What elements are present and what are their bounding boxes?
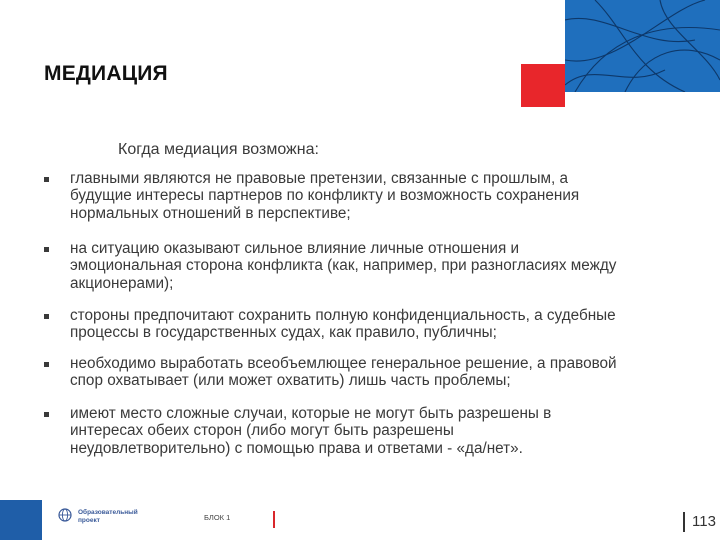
list-item-text bbox=[70, 307, 690, 342]
bullet-icon bbox=[44, 177, 49, 182]
list-item-line: будущие интересы партнеров по конфликту и возможность сохранения bbox=[70, 187, 580, 205]
globe-logo-icon bbox=[58, 508, 72, 522]
list-item-text bbox=[70, 170, 690, 222]
list-item-line: стороны предпочитают сохранить полную конфиденциальность, а судебные bbox=[70, 307, 616, 324]
list-item-line: процессы в государственных судах, как правило, публичны; bbox=[70, 324, 497, 342]
logo-text bbox=[78, 509, 168, 525]
page-number: 113 bbox=[692, 513, 716, 530]
decorative-blue-pattern bbox=[565, 0, 720, 92]
list-item-line: необходимо выработать всеобъемлющее генеральное решение, а правовой bbox=[70, 355, 617, 372]
list-item-line: акционерами); bbox=[70, 274, 174, 292]
list-item-text bbox=[70, 405, 690, 457]
list-item-line: спор охватывает (или может охватить) лишь часть проблемы; bbox=[70, 372, 511, 390]
list-item-line: интересах обеих сторон (либо могут быть разрешены bbox=[70, 422, 454, 440]
block-label: БЛОК 1 bbox=[204, 513, 231, 522]
bullet-icon bbox=[44, 314, 49, 319]
logo-line: проект bbox=[78, 517, 100, 524]
bullet-icon bbox=[44, 412, 49, 417]
section-subtitle bbox=[118, 141, 319, 159]
list-item-line: эмоциональная сторона конфликта (как, например, при разногласиях между bbox=[70, 257, 617, 275]
page-number-divider bbox=[683, 512, 685, 532]
subtitle-colon: : bbox=[314, 141, 319, 158]
list-item-line: нормальных отношений в перспективе; bbox=[70, 204, 351, 222]
logo-line: Образовательный bbox=[78, 509, 138, 516]
decorative-red-square bbox=[521, 64, 565, 107]
list-item-line: главными являются не правовые претензии, связанные с прошлым, а bbox=[70, 170, 568, 187]
bullet-icon bbox=[44, 362, 49, 367]
bullet-icon bbox=[44, 247, 49, 252]
list-item-text bbox=[70, 240, 690, 292]
page-title: МЕДИАЦИЯ bbox=[44, 62, 168, 85]
footer-blue-block bbox=[0, 500, 42, 540]
subtitle-text: Когда медиация возможна bbox=[118, 141, 315, 158]
list-item-line: имеют место сложные случаи, которые не могут быть разрешены в bbox=[70, 405, 552, 422]
list-item-text bbox=[70, 355, 690, 390]
footer-red-divider bbox=[273, 511, 275, 528]
list-item-line: неудовлетворительно) с помощью права и ответами - «да/нет». bbox=[70, 439, 523, 457]
list-item-line: на ситуацию оказывают сильное влияние личные отношения и bbox=[70, 240, 520, 257]
